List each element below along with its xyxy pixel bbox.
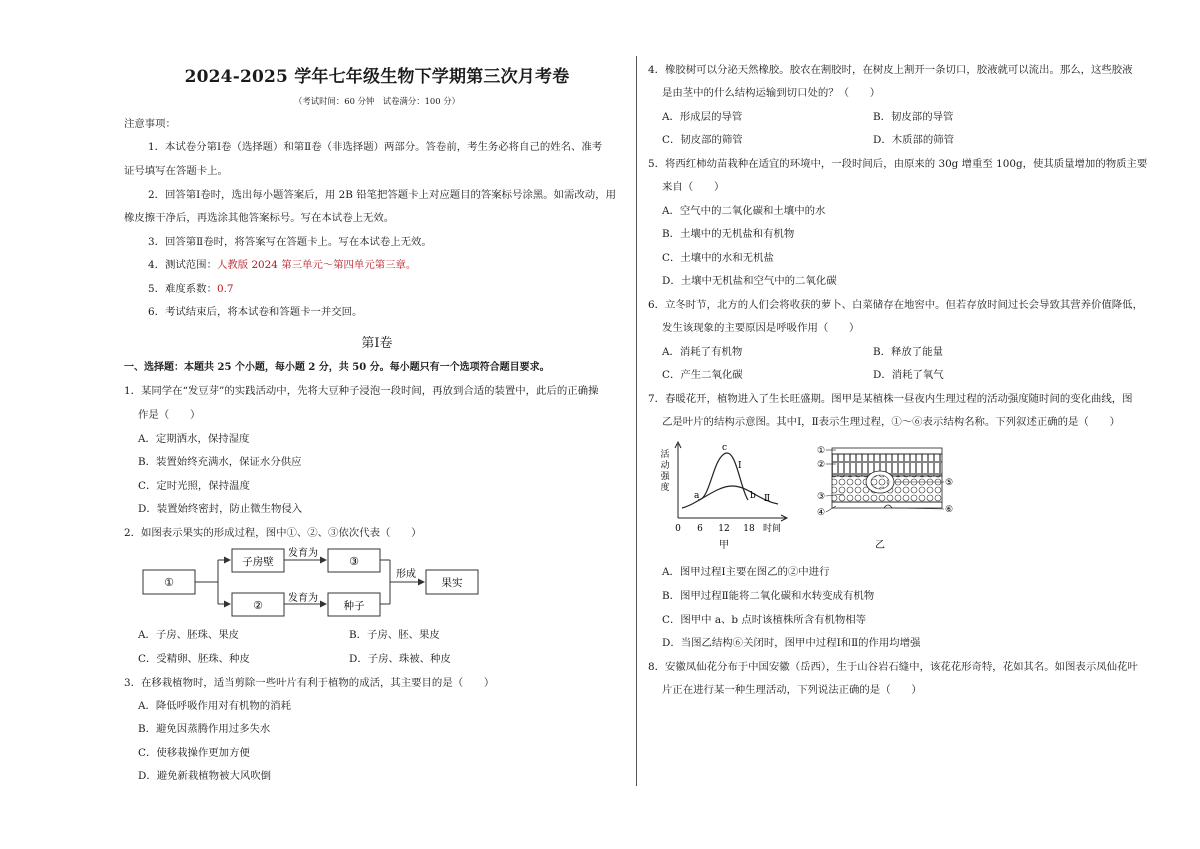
q3-option-b: B．避免因蒸腾作用过多失水 (138, 723, 271, 735)
q4-option-a: A．形成层的导管 (662, 111, 743, 123)
graph-label-I: Ⅰ (738, 461, 742, 471)
diagram-arrow-label-form: 形成 (396, 569, 416, 580)
leaf-caption: 乙 (875, 540, 885, 551)
diagram-arrow-label-2: 发育为 (288, 593, 318, 604)
fruit-formation-diagram (140, 544, 480, 624)
section-instructions: 一、选择题：本题共 25 个小题，每小题 2 分，共 50 分。每小题只有一个选项符合题目要求。 (124, 362, 550, 373)
q1-stem-b: 作是（ ） (138, 409, 201, 421)
q6-stem-b: 发生该现象的主要原因是呼吸作用（ ） (662, 322, 860, 334)
note-3: 3．回答第Ⅱ卷时，将答案写在答题卡上。写在本试卷上无效。 (148, 236, 432, 248)
note-2b: 橡皮擦干净后，再选涂其他答案标号。写在本试卷上无效。 (124, 212, 395, 224)
diagram-label-ovary-wall: 子房壁 (242, 556, 274, 568)
leaf-marker-5: ⑤ (945, 478, 954, 488)
q2-option-b: B．子房、胚、果皮 (349, 629, 440, 641)
q6-stem-a: 6．立冬时节，北方的人们会将收获的萝卜、白菜储存在地窖中。但若存放时间过长会导致其营养价值降低， (648, 299, 1143, 311)
q2-option-d: D．子房、珠被、种皮 (349, 653, 451, 665)
q4-option-b: B．韧皮部的导管 (873, 111, 954, 123)
graph-ylabel-3: 强 (660, 472, 670, 482)
q7-option-c: C．图甲中 a、b 点时该植株所含有机物相等 (662, 614, 867, 626)
q2-option-c: C．受精卵、胚珠、种皮 (138, 653, 250, 665)
q5-stem-a: 5．将西红柿幼苗栽种在适宜的环境中，一段时间后，由原来的 30g 增重至 100g，使其质量增加的物质主要 (648, 158, 1148, 170)
note-1a: 1．本试卷分第Ⅰ卷（选择题）和第Ⅱ卷（非选择题）两部分。答卷前，考生务必将自己的姓名、准考 (148, 141, 603, 153)
diagram-label-fruit: 果实 (441, 577, 463, 589)
graph-xtick-18: 18 (743, 524, 755, 534)
graph-xtick-0: 0 (675, 524, 681, 534)
leaf-structure-diagram (814, 438, 954, 556)
leaf-marker-3: ③ (817, 492, 826, 502)
diagram-label-seed: 种子 (343, 600, 365, 612)
q3-option-c: C．使移栽操作更加方便 (138, 747, 250, 759)
section-title: 第Ⅰ卷 (361, 336, 393, 351)
q5-option-c: C．土壤中的水和无机盐 (662, 252, 774, 264)
graph-label-II: Ⅱ (764, 494, 771, 504)
q4-option-d: D．木质部的筛管 (873, 134, 955, 146)
q8-stem-b: 片正在进行某一种生理活动，下列说法正确的是（ ） (662, 684, 922, 696)
q3-option-d: D．避免新栽植物被大风吹倒 (138, 770, 272, 782)
q6-option-c: C．产生二氧化碳 (662, 369, 743, 381)
graph-ylabel-4: 度 (660, 483, 670, 493)
q3-option-a: A．降低呼吸作用对有机物的消耗 (138, 700, 291, 712)
q8-stem-a: 8．安徽凤仙花分布于中国安徽（岳西），生于山谷岩石缝中，该花花形奇特，花如其名。如图表示凤仙花叶 (648, 661, 1138, 673)
q1-option-d: D．装置始终密封，防止微生物侵入 (138, 503, 303, 515)
graph-label-a: a (694, 491, 700, 501)
q5-option-b: B．土壤中的无机盐和有机物 (662, 228, 795, 240)
q7-option-a: A．图甲过程Ⅰ主要在图乙的②中进行 (662, 566, 830, 578)
graph-label-c: c (722, 443, 728, 453)
diagram-label-3: ③ (349, 555, 359, 568)
q6-option-b: B．释放了能量 (873, 346, 943, 358)
q6-option-a: A．消耗了有机物 (662, 346, 743, 358)
note-2a: 2．回答第Ⅰ卷时，选出每小题答案后，用 2B 铅笔把答题卡上对应题目的答案标号涂黑。如需改动，用 (148, 189, 616, 201)
q1-stem-a: 1．某同学在“发豆芽”的实践活动中，先将大豆种子浸泡一段时间，再放到合适的装置中，此后的正确操 (124, 385, 599, 397)
graph-xtick-12: 12 (718, 524, 730, 534)
q7-stem-b: 乙是叶片的结构示意图。其中Ⅰ，Ⅱ表示生理过程，①～⑥表示结构名称。下列叙述正确的是（ ） (662, 416, 1120, 428)
leaf-marker-6: ⑥ (945, 505, 954, 515)
q2-stem: 2．如图表示果实的形成过程，图中①、②、③依次代表（ ） (124, 527, 422, 539)
note-6: 6．考试结束后，将本试卷和答题卡一并交回。 (148, 306, 363, 318)
graph-label-b: b (750, 491, 756, 501)
q1-option-a: A．定期洒水，保持湿度 (138, 433, 250, 445)
diagram-arrow-label-1: 发育为 (288, 548, 318, 559)
q5-option-d: D．土壤中无机盐和空气中的二氧化碳 (662, 275, 837, 287)
note-4: 4．测试范围：人教版 2024 第三单元～第四单元第三章。 (148, 259, 417, 271)
q4-stem-b: 是由茎中的什么结构运输到切口处的？（ ） (662, 87, 881, 99)
q4-stem-a: 4．橡胶树可以分泌天然橡胶。胶农在割胶时，在树皮上割开一条切口，胶液就可以流出。那么，这些胶液 (648, 64, 1133, 76)
graph-ylabel-1: 活 (660, 450, 670, 460)
note-5: 5．难度系数：0.7 (148, 283, 234, 295)
note-1b: 证号填写在答题卡上。 (124, 165, 228, 177)
exam-title: 2024-2025 学年七年级生物下学期第三次月考卷 (184, 67, 570, 87)
q7-option-d: D．当图乙结构⑥关闭时，图甲中过程Ⅰ和Ⅱ的作用均增强 (662, 637, 921, 649)
notes-heading: 注意事项： (124, 118, 176, 130)
activity-intensity-graph (658, 438, 793, 556)
q1-option-c: C．定时光照，保持温度 (138, 480, 250, 492)
q1-option-b: B．装置始终充满水，保证水分供应 (138, 456, 302, 468)
diagram-label-1: ① (164, 576, 174, 589)
column-divider (636, 56, 637, 786)
graph-xtick-6: 6 (697, 524, 703, 534)
q5-stem-b: 来自（ ） (662, 181, 725, 193)
diagram-label-2: ② (253, 599, 263, 612)
exam-subtitle: （考试时间：60 分钟 试卷满分：100 分） (294, 96, 460, 106)
graph-ylabel-2: 动 (660, 461, 670, 471)
q7-stem-a: 7．春暖花开，植物进入了生长旺盛期。图甲是某植株一昼夜内生理过程的活动强度随时间的变化曲线，图 (648, 393, 1133, 405)
graph-caption: 甲 (719, 540, 729, 551)
q6-option-d: D．消耗了氧气 (873, 369, 944, 381)
q7-option-b: B．图甲过程Ⅱ能将二氧化碳和水转变成有机物 (662, 590, 875, 602)
q5-option-a: A．空气中的二氧化碳和土壤中的水 (662, 205, 826, 217)
q2-option-a: A．子房、胚珠、果皮 (138, 629, 240, 641)
leaf-marker-2: ② (817, 460, 826, 470)
graph-xlabel: 时间 (762, 524, 782, 534)
leaf-marker-4: ④ (817, 508, 826, 518)
leaf-marker-1: ① (817, 446, 826, 456)
q3-stem: 3．在移栽植物时，适当剪除一些叶片有利于植物的成活，其主要目的是（ ） (124, 677, 495, 689)
q4-option-c: C．韧皮部的筛管 (662, 134, 743, 146)
